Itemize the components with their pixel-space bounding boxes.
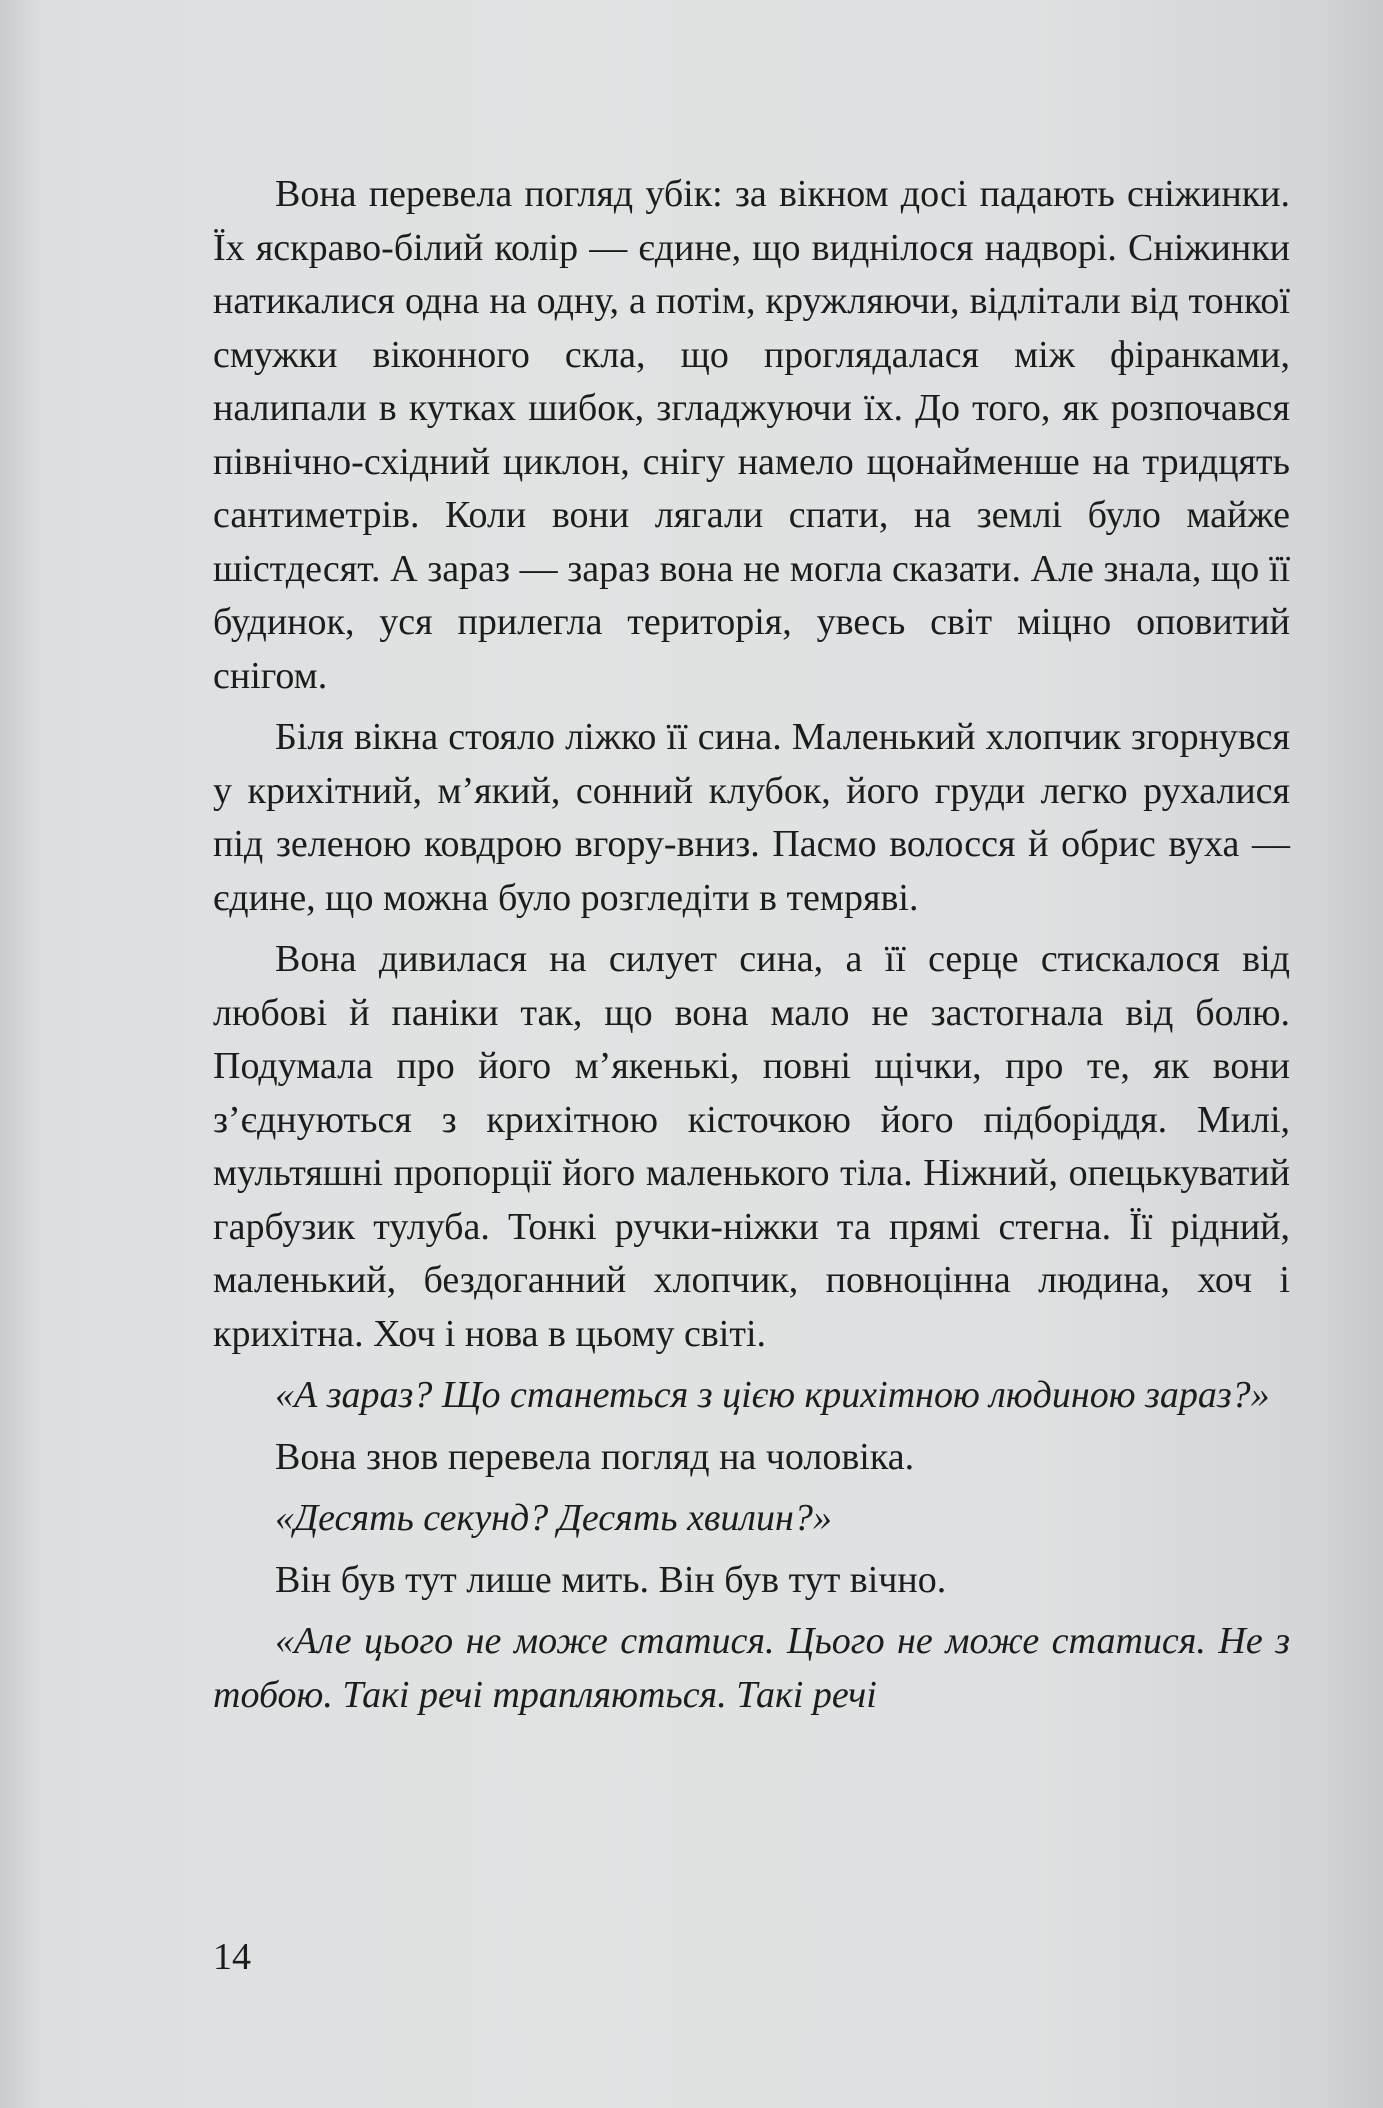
paragraph-8-italic-quote: «Але цього не може статися. Цього не може статися. Не з тобою. Такі речі трапляються. Такі речі <box>213 1620 1290 1716</box>
paragraph-4-italic-quote: «А зараз? Що станеться з цією крихітною людиною зараз?» <box>275 1374 1270 1416</box>
paragraph-3: Вона дивилася на силует сина, а її серце стискалося від любові й паніки так, що вона мало не застогнала від болю. Подумала про його м’якенькі, повні щічки, про те, як вони з’єднуються з крихітною кісточкою його підборіддя. Милі, мультяшні пропорції його маленького тіла. Ніжний, опецькуватий гарбузик тулуба. Тонкі ручки-ніжки та прямі стегна. Її рідний, маленький, бездоганний хлопчик, повноцінна людина, хоч і крихітна. Хоч і нова в цьому світі. <box>213 938 1290 1355</box>
paragraph-1: Вона перевела погляд убік: за вікном досі падають сніжинки. Їх яскраво-білий колір — єдине, що виднілося надворі. Сніжинки натикалися одна на одну, а потім, кружляючи, відлітали від тонкої смужки віконного скла, що проглядалася між фіранками, налипали в кутках шибок, згладжуючи їх. До того, як розпочався північно-східний циклон, снігу намело щонайменше на тридцять сантиметрів. Коли вони лягали спати, на землі було майже шістдесят. А зараз — зараз вона не могла сказати. Але знала, що її будинок, уся прилегла територія, увесь світ міцно оповитий снігом. <box>213 173 1290 697</box>
body-text <box>213 168 1290 1730</box>
page-number: 14 <box>213 1936 251 1978</box>
paragraph-2: Біля вікна стояло ліжко її сина. Маленький хлопчик згорнувся у крихітний, м’який, сонний клубок, його груди легко рухалися під зеленою ковдрою вгору-вниз. Пасмо волосся й обрис вуха — єдине, що можна було розгледіти в темряві. <box>213 716 1290 919</box>
paragraph-6-italic-quote: «Десять секунд? Десять хвилин?» <box>275 1497 832 1539</box>
paragraph-7: Він був тут лише мить. Він був тут вічно. <box>275 1558 947 1601</box>
paragraph-5: Вона знов перевела погляд на чоловіка. <box>275 1435 915 1478</box>
